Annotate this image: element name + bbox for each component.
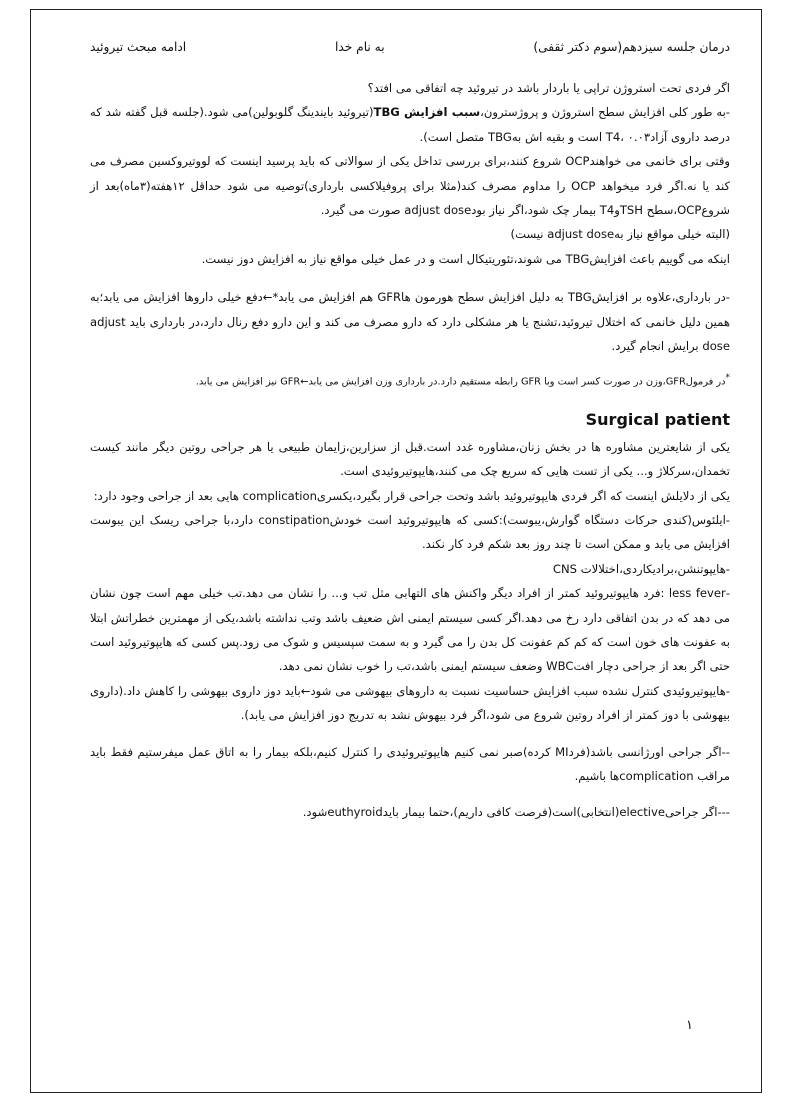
estrogen-text-end: (تیروئید بایندینگ گلوبولین)می شود.(جلسه قبل گفته شد که درصد داروی آزادT4، ۰.۰۳ است و بقیه اش بهTBG متصل است).	[90, 105, 730, 144]
ileus-paragraph: -ایلئوس(کندی حرکات دستگاه گوارش،یبوست):کسی که هایپوتیروئید است خودشconstipation دارد،با جراحی ریسک این یبوست افزایش می یابد و ممکن است تا چند روز بعد شکم فرد کار نکند.	[90, 512, 730, 552]
page-header	[90, 32, 730, 62]
footnote-mark: *	[725, 373, 730, 384]
footnote-text: در فرمولGFR،وزن در صورت کسر است وبا GFR رابطه مستقیم دارد.در بارداری وزن افزایش می یابد←GFR نیز افزایش می یابد.	[195, 376, 726, 388]
adjust-dose-note: (البته خیلی مواقع نیاز بهadjust dose نیست)	[510, 227, 730, 242]
footnote	[90, 368, 730, 392]
emergency-surgery-paragraph: --اگر جراحی اورژانسی باشد(فردMI کرده)صبر نمی کنیم هایپوتیروئیدی را کنترل کنیم،بلکه بیمار را به اتاق عمل میفرستیم فقط باید مراقب complicationها باشیم.	[90, 744, 730, 784]
section-title: Surgical patient	[585, 409, 730, 429]
estrogen-text-start: -به طور کلی افزایش سطح استروژن و پروژسترون،	[480, 105, 730, 120]
question-paragraph: اگر فردی تحت استروژن تراپی یا باردار باشد در تیروئید چه اتفاقی می افتد؟	[367, 81, 730, 95]
consult-paragraph: یکی از شایعترین مشاوره ها در بخش زنان،مشاوره غدد است.قبل از سزارین،زایمان طبیعی یا هر جراحی روتین دیگر مانند کیست تخمدان،سرکلاژ و... یکی از تست هایی که سریع چک می کنند،هایپوتیروئیدی است.	[90, 439, 730, 479]
estrogen-paragraph	[90, 100, 730, 149]
header-title: درمان جلسه سیزدهم(سوم دکتر ثقفی)	[533, 40, 730, 54]
pregnancy-paragraph: -در بارداری،علاوه بر افزایشTBG به دلیل افزایش سطح هورمون هاGFR هم افزایش می یابد*←دفع خیلی داروها افزایش می یابد؛به همین دلیل خانمی که اختلال تیروئید،تشنج یا هر مشکلی دارد که دارو مصرف می کند و این دارو دفع رنال دارد،در بارداری باید adjust dose برایش انجام گیرد.	[90, 290, 730, 354]
hypotension-item: -هایپوتنشن،برادیکاردی،اختلالات CNS	[552, 561, 730, 576]
header-center: به نام خدا	[334, 40, 385, 54]
page-number: ۱	[686, 1018, 693, 1033]
less-fever-paragraph: -less fever :فرد هایپوتیروئید کمتر از افراد دیگر واکنش های التهابی مثل تب و... را نشان می دهد.تب خیلی مهم است چون نشان می دهد که در بدن اتفاقی دارد رخ می دهد.اگر کسی سیستم ایمنی اش ضعیف باشد وتب نداشته باشد،یکی از مهمترین خطراتش ابتلا به عفونت های خون است که کم کم عفونت کل بدن را می گیرد و به سمت سپسیس و شوک می رود.پس کسی که هایپوتیروئید است حتی اگر بعد از جراحی دچار افتWBC وضعف سیستم ایمنی باشد،تب را خوب نشان نمی دهد.	[90, 586, 730, 674]
theoretical-paragraph: اینکه می گوییم باعث افزایشTBG می شوند،تئوریتیکال است و در عمل خیلی مواقع نیاز به افزایش دوز نیست.	[201, 251, 730, 266]
document-content	[90, 32, 730, 825]
elective-surgery-paragraph: ---اگر جراحیelective(انتخابی)است(فرصت کافی داریم)،حتما بیمار بایدeuthyroidشود.	[302, 805, 730, 820]
anesthesia-paragraph: -هایپوتیروئیدی کنترل نشده سبب افزایش حساسیت نسبت به داروهای بیهوشی می شود←باید دوز داروی بیهوشی را کاهش داد.(داروی بیهوشی با دوز کمتر از افراد روتین شروع می شود،اگر فرد بیهوش نشد به تدریج دوز افزایش می یابد).	[90, 683, 730, 723]
ocp-paragraph: وقتی برای خانمی می خواهندOCP شروع کنند،برای بررسی تداخل یکی از سوالاتی که باید پرسید اینست که لووتیروکسین مصرف می کند یا نه.اگر فرد میخواهد OCP را مداوم مصرف کند(مثلا برای پروفیلاکسی بارداری)توصیه می شود حداقل ۱۲هفته(۳ماه)بعد از شروعOCP،سطح TSHوT4 بیمار چک شود،اگر نیاز بودadjust dose صورت می گیرد.	[90, 154, 730, 218]
tbg-emphasis: سبب افزایش TBG	[373, 105, 481, 120]
complication-paragraph: یکی از دلایلش اینست که اگر فردی هایپوتیروئید باشد وتحت جراحی قرار بگیرد،یکسریcomplication هایی بعد از جراحی وجود دارد:	[93, 488, 730, 503]
header-subject: ادامه مبحث تیروئید	[90, 40, 187, 54]
